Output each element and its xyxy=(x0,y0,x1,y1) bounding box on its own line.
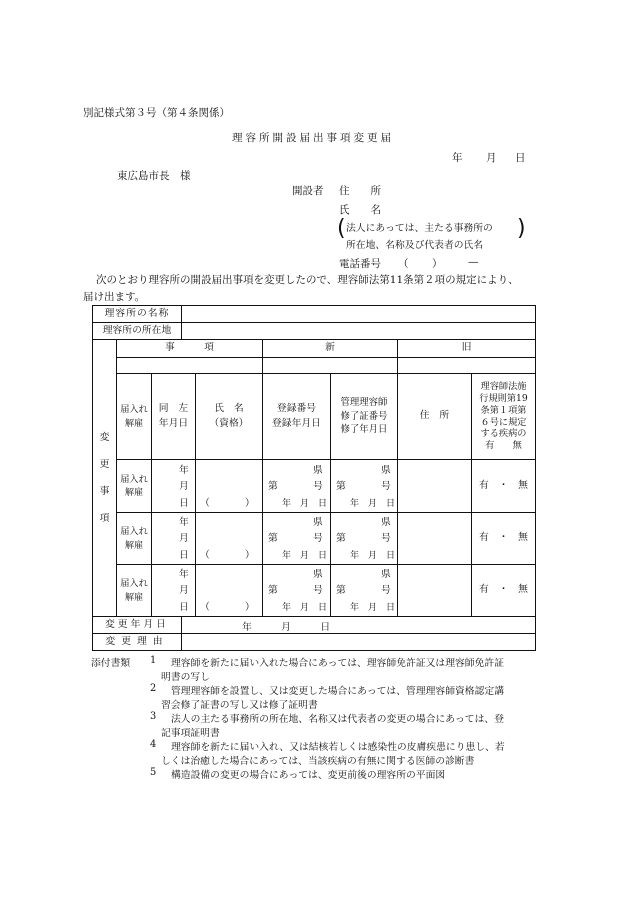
header-registration-line1: 登録番号 xyxy=(276,403,317,415)
address-label: 住 所 xyxy=(339,185,381,197)
attachment-number: 2 xyxy=(150,683,157,694)
corporate-note-line2: 所在地、名称及び代表者の氏名 xyxy=(346,240,484,251)
row-mgr-date: 年 月 日 xyxy=(350,551,396,561)
row-mgr-prefecture: 県 xyxy=(381,569,391,580)
header-date xyxy=(152,374,195,459)
header-address: 住 所 xyxy=(419,410,450,422)
row-disease: 有 ・ 無 xyxy=(479,532,528,544)
header-registration-line2: 登録年月日 xyxy=(272,417,321,429)
row-hire-line2: 解雇 xyxy=(124,539,144,551)
row-hire-line1: 届入れ xyxy=(120,473,148,485)
row-mgr-number-prefix: 第 xyxy=(336,533,346,544)
shop-address-label: 理容所の所在地 xyxy=(102,324,172,336)
shop-name-label: 理容所の名称 xyxy=(104,307,170,319)
row-paren-close: ） xyxy=(245,602,255,613)
row-reg-date: 年 月 日 xyxy=(282,499,328,509)
row-reg-date: 年 月 日 xyxy=(282,551,328,561)
row-day: 日 xyxy=(179,498,189,509)
attachment-line2: 明書の写し xyxy=(161,672,210,683)
row-paren-open: （ xyxy=(200,602,210,613)
col-item-header: 事 項 xyxy=(165,342,214,354)
side-label-1: 変 xyxy=(99,431,110,443)
row-day: 日 xyxy=(179,550,189,561)
row-hire-line1: 届入れ xyxy=(120,526,148,538)
document-title: 理容所開設届出事項変更届 xyxy=(232,132,394,144)
row-year: 年 xyxy=(179,517,189,528)
row-number-prefix: 第 xyxy=(268,533,278,544)
header-manager-line3: 修了年月日 xyxy=(340,424,388,436)
row-month: 月 xyxy=(179,585,189,596)
header-date-line1: 同 左 xyxy=(158,403,189,415)
header-name xyxy=(196,374,262,459)
bracket-left: ( xyxy=(337,216,346,241)
row-paren-open: （ xyxy=(200,498,210,509)
row-mgr-number-suffix: 号 xyxy=(381,585,391,596)
bracket-right: ) xyxy=(517,216,526,241)
row-month: 月 xyxy=(179,533,189,544)
phone-close: ） xyxy=(432,258,443,270)
row-mgr-number-suffix: 号 xyxy=(381,533,391,544)
row-hire-line2: 解雇 xyxy=(124,591,144,603)
row-year: 年 xyxy=(179,569,189,580)
row-mgr-number-prefix: 第 xyxy=(336,481,346,492)
row-hire xyxy=(117,565,151,616)
attachment-line1: 管理理容師を設置し、又は変更した場合にあっては、管理理容師資格認定講 xyxy=(171,686,504,697)
phone-open: （ xyxy=(398,258,409,270)
form-number: 別記様式第３号（第４条関係） xyxy=(83,107,230,119)
row-mgr-date: 年 月 日 xyxy=(350,603,396,613)
phone-dash: — xyxy=(468,256,479,268)
row-number-suffix: 号 xyxy=(313,585,323,596)
change-reason-label: 変更理由 xyxy=(105,635,169,647)
header-hire-line2: 解雇 xyxy=(124,417,144,429)
row-disease: 有 ・ 無 xyxy=(479,584,528,596)
row-day: 日 xyxy=(179,602,189,613)
header-disease xyxy=(472,374,535,459)
attachment-line2: しくは治癒した場合にあっては、当該疾病の有無に関する医師の診断書 xyxy=(161,756,475,767)
row-number-suffix: 号 xyxy=(313,533,323,544)
header-manager-line2: 修了証番号 xyxy=(340,410,388,422)
body-line1: 次のとおり理容所の開設届出事項を変更したので、理容師法第11条第２項の規定により、 xyxy=(96,274,519,286)
header-disease-line3: 条第１項第 xyxy=(480,404,527,416)
attachment-line2: 習会修了証書の写し又は修了証明書 xyxy=(161,700,318,711)
header-manager-line1: 管理理容師 xyxy=(340,397,388,409)
row-month: 月 xyxy=(179,481,189,492)
date-month: 月 xyxy=(486,152,497,164)
opener-label: 開設者 xyxy=(292,185,324,197)
row-paren-close: ） xyxy=(245,498,255,509)
row-hire-line2: 解雇 xyxy=(124,487,144,498)
attachment-number: 1 xyxy=(150,655,157,666)
attachment-number: 4 xyxy=(150,739,157,750)
attachment-number: 5 xyxy=(150,767,157,778)
row-paren-open: （ xyxy=(200,550,210,561)
row-paren-close: ） xyxy=(245,550,255,561)
side-label-3: 事 xyxy=(99,485,110,497)
header-disease-line6: 有 無 xyxy=(485,440,522,452)
date-year: 年 xyxy=(452,152,463,164)
attachment-line1: 法人の主たる事務所の所在地、名称又は代表者の変更の場合にあっては、登 xyxy=(171,714,504,725)
header-registration xyxy=(263,374,330,459)
header-manager xyxy=(331,374,397,459)
name-label: 氏 名 xyxy=(339,204,381,216)
header-disease-line5: する疾病の xyxy=(480,428,527,440)
row-number-prefix: 第 xyxy=(268,585,278,596)
row-mgr-number-suffix: 号 xyxy=(381,481,391,492)
row-hire-line1: 届入れ xyxy=(120,578,148,590)
attachment-line1: 構造設備の変更の場合にあっては、変更前後の理容所の平面図 xyxy=(171,770,446,781)
header-hire xyxy=(117,374,151,459)
col-new-header: 新 xyxy=(325,342,335,354)
row-prefecture: 県 xyxy=(313,517,323,528)
row-disease: 有 ・ 無 xyxy=(479,479,528,491)
body-line2: 届け出ます。 xyxy=(83,291,146,303)
corporate-note-line1: 法人にあっては、主たる事務所の xyxy=(346,223,493,234)
change-date-value: 年 月 日 xyxy=(242,622,331,633)
row-mgr-date: 年 月 日 xyxy=(350,499,396,509)
attachment-line2: 記事項証明書 xyxy=(161,728,220,739)
change-date-label: 変更年月日 xyxy=(105,618,169,630)
row-number-prefix: 第 xyxy=(268,481,278,492)
header-name-line2: （資格） xyxy=(209,417,249,429)
attachments-label: 添付書類 xyxy=(91,658,131,669)
col-old-header: 旧 xyxy=(461,342,472,354)
date-day: 日 xyxy=(515,152,526,164)
header-hire-line1: 届入れ xyxy=(120,404,148,416)
header-disease-line4: ６号に規定 xyxy=(480,416,527,428)
side-label-2: 更 xyxy=(99,458,110,470)
phone-label: 電話番号 xyxy=(339,258,381,270)
row-prefecture: 県 xyxy=(313,569,323,580)
row-number-suffix: 号 xyxy=(313,481,323,492)
row-prefecture: 県 xyxy=(313,465,323,476)
row-year: 年 xyxy=(179,465,189,476)
side-label-4: 項 xyxy=(99,512,110,524)
attachment-number: 3 xyxy=(150,711,157,722)
header-date-line2: 年月日 xyxy=(158,417,189,429)
row-hire xyxy=(117,460,151,512)
addressee: 東広島市長 様 xyxy=(117,170,191,182)
header-name-line1: 氏 名 xyxy=(214,403,244,415)
attachment-line1: 理容師を新たに届い入れた場合にあっては、理容師免許証又は理容師免許証 xyxy=(171,658,504,669)
row-reg-date: 年 月 日 xyxy=(282,603,328,613)
row-mgr-prefecture: 県 xyxy=(381,465,391,476)
row-mgr-number-prefix: 第 xyxy=(336,585,346,596)
header-disease-line2: 行規則第19 xyxy=(479,392,528,404)
header-disease-line1: 理容師法施 xyxy=(480,380,527,392)
row-hire xyxy=(117,513,151,564)
row-mgr-prefecture: 県 xyxy=(381,517,391,528)
attachment-line1: 理容師を新たに届い入れ、又は結核若しくは感染性の皮膚疾患にり患し、若 xyxy=(171,742,505,753)
